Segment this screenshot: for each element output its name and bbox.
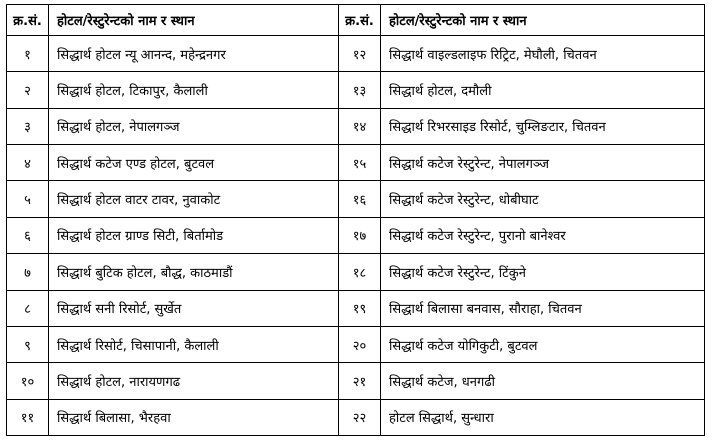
name-location-cell-left: सिद्धार्थ बिलासा, भैरहवा [49, 399, 339, 435]
name-location-cell-left: सिद्धार्थ होटल, टिकापुर, कैलाली [49, 72, 339, 108]
name-location-cell-left: सिद्धार्थ बुटिक होटल, बौद्ध, काठमाडौं [49, 254, 339, 290]
serial-cell-right: १५ [339, 145, 381, 181]
table-row [7, 326, 705, 362]
table-row [7, 108, 705, 144]
serial-cell-right: १७ [339, 217, 381, 253]
serial-cell-right: २२ [339, 399, 381, 435]
name-location-header-left: होटल/रेस्टुरेन्टको नाम र स्थान [49, 5, 339, 36]
name-location-cell-right: सिद्धार्थ कटेज रेस्टुरेन्ट, नेपालगञ्ज [381, 145, 705, 181]
name-location-cell-right: सिद्धार्थ कटेज रेस्टुरेन्ट, पुरानो बानेश्वर [381, 217, 705, 253]
name-location-cell-right: सिद्धार्थ कटेज, धनगढी [381, 363, 705, 399]
serial-cell-left: ९ [7, 326, 49, 362]
serial-cell-left: ६ [7, 217, 49, 253]
serial-cell-left: ८ [7, 290, 49, 326]
name-location-cell-left: सिद्धार्थ होटल, नारायणगढ [49, 363, 339, 399]
table-row [7, 145, 705, 181]
name-location-cell-left: सिद्धार्थ सनी रिसोर्ट, सुर्खेत [49, 290, 339, 326]
name-location-cell-left: सिद्धार्थ होटल न्यू आनन्द, महेन्द्रनगर [49, 36, 339, 72]
name-location-cell-right: सिद्धार्थ रिभरसाइड रिसोर्ट, चुम्लिङटार, चितवन [381, 108, 705, 144]
header-row [7, 5, 705, 36]
serial-cell-left: ११ [7, 399, 49, 435]
table-row [7, 254, 705, 290]
table-row [7, 36, 705, 72]
table-row [7, 363, 705, 399]
name-location-cell-right: सिद्धार्थ बिलासा बनवास, सौराहा, चितवन [381, 290, 705, 326]
table-row [7, 181, 705, 217]
name-location-cell-right: सिद्धार्थ वाइल्डलाइफ रिट्रिट, मेघौली, चितवन [381, 36, 705, 72]
name-location-cell-left: सिद्धार्थ होटल ग्राण्ड सिटी, बिर्तामोड [49, 217, 339, 253]
serial-cell-left: ७ [7, 254, 49, 290]
name-location-cell-left: सिद्धार्थ होटल, नेपालगञ्ज [49, 108, 339, 144]
name-location-cell-right: सिद्धार्थ कटेज रेस्टुरेन्ट, टिंकुने [381, 254, 705, 290]
serial-cell-left: ४ [7, 145, 49, 181]
serial-cell-left: १० [7, 363, 49, 399]
name-location-cell-right: सिद्धार्थ कटेज योगिकुटी, बुटवल [381, 326, 705, 362]
serial-cell-left: ५ [7, 181, 49, 217]
name-location-cell-left: सिद्धार्थ रिसोर्ट, चिसापानी, कैलाली [49, 326, 339, 362]
hotel-list-table [6, 4, 705, 436]
name-location-cell-left: सिद्धार्थ कटेज एण्ड होटल, बुटवल [49, 145, 339, 181]
table-row [7, 72, 705, 108]
serial-header-left: क्र.सं. [7, 5, 49, 36]
serial-cell-right: १२ [339, 36, 381, 72]
serial-cell-right: १४ [339, 108, 381, 144]
table-row [7, 217, 705, 253]
name-location-cell-left: सिद्धार्थ होटल वाटर टावर, नुवाकोट [49, 181, 339, 217]
serial-cell-left: १ [7, 36, 49, 72]
table-row [7, 399, 705, 435]
name-location-cell-right: सिद्धार्थ होटल, दमौली [381, 72, 705, 108]
serial-cell-right: १३ [339, 72, 381, 108]
serial-cell-left: २ [7, 72, 49, 108]
name-location-header-right: होटल/रेस्टुरेन्टको नाम र स्थान [381, 5, 705, 36]
name-location-cell-right: सिद्धार्थ कटेज रेस्टुरेन्ट, धोबीघाट [381, 181, 705, 217]
serial-cell-right: १९ [339, 290, 381, 326]
serial-cell-left: ३ [7, 108, 49, 144]
name-location-cell-right: होटल सिद्धार्थ, सुन्धारा [381, 399, 705, 435]
serial-cell-right: १८ [339, 254, 381, 290]
serial-header-right: क्र.सं. [339, 5, 381, 36]
table-row [7, 290, 705, 326]
serial-cell-right: १६ [339, 181, 381, 217]
serial-cell-right: २१ [339, 363, 381, 399]
serial-cell-right: २० [339, 326, 381, 362]
